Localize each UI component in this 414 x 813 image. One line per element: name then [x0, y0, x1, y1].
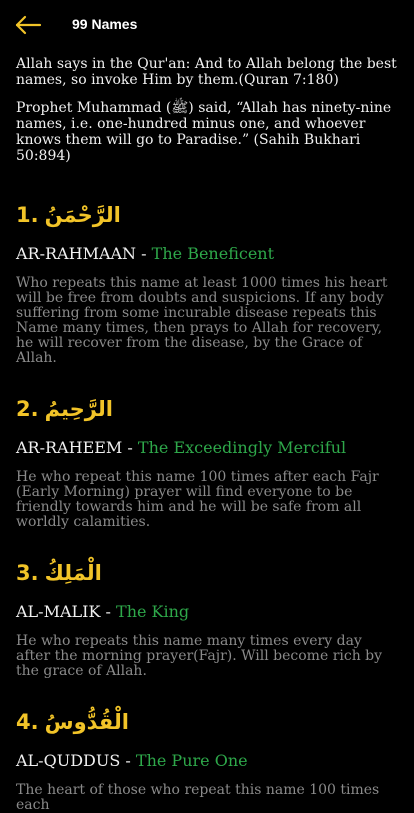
name-number: 2. — [16, 397, 39, 421]
name-arabic: الرَّحْمَنُ — [44, 203, 121, 227]
name-description: The heart of those who repeat this name 100 times each — [16, 782, 380, 813]
name-meaning: The Pure One — [135, 751, 248, 770]
name-item-4 — [16, 707, 400, 813]
names-list — [16, 56, 400, 813]
name-number: 4. — [16, 710, 39, 734]
separator: - — [125, 751, 131, 770]
name-item-1 — [16, 200, 400, 366]
intro-hadith: Prophet Muhammad (ﷺ) said, “Allah has ninety-nine names, i.e. one-hundred minus one, and whoever knows them will go to Paradise.” (Sahih Bukhari 50:894) — [16, 100, 392, 164]
name-meaning: The Exceedingly Merciful — [137, 438, 347, 457]
name-description: He who repeat this name 100 times after each Fajr (Early Morning) prayer will find everyone to be friendly towards him and he will be safe from all worldly calamities. — [16, 469, 379, 530]
name-meaning: The Beneficent — [151, 244, 275, 263]
name-arabic-heading — [16, 394, 400, 424]
name-transliteration: AL-MALIK — [16, 602, 101, 621]
name-transliteration-line — [16, 438, 400, 458]
name-arabic-heading — [16, 200, 400, 230]
name-item-2 — [16, 394, 400, 530]
separator: - — [105, 602, 111, 621]
name-transliteration-line — [16, 602, 400, 622]
name-arabic-heading — [16, 707, 400, 737]
page-title: 99 Names — [72, 16, 138, 32]
separator: - — [127, 438, 133, 457]
separator: - — [141, 244, 147, 263]
name-item-3 — [16, 558, 400, 679]
name-number: 1. — [16, 203, 39, 227]
name-arabic: الرَّحِيمُ — [44, 397, 113, 421]
name-arabic-heading — [16, 558, 400, 588]
name-description: Who repeats this name at least 1000 times his heart will be free from doubts and suspicions. If any body suffering from some incurable disease repeats this Name many times, then prays to Allah for recovery, he will recover from the disease, by the Grace of Allah. — [16, 275, 388, 366]
intro-quran-verse: Allah says in the Qur'an: And to Allah belong the best names, so invoke Him by them.(Quran 7:180) — [16, 56, 397, 88]
name-arabic: الْمَلِكُ — [44, 561, 102, 585]
name-description: He who repeats this name many times every day after the morning prayer(Fajr). Will become rich by the grace of Allah. — [16, 633, 383, 679]
name-arabic: الْقُدُّوسُ — [44, 710, 129, 734]
app-bar — [0, 0, 414, 50]
name-transliteration-line — [16, 751, 400, 771]
name-transliteration: AR-RAHMAAN — [16, 244, 137, 263]
name-transliteration-line — [16, 244, 400, 264]
name-transliteration: AL-QUDDUS — [16, 751, 121, 770]
name-number: 3. — [16, 561, 39, 585]
back-arrow-icon[interactable] — [14, 12, 42, 38]
name-meaning: The King — [116, 602, 190, 621]
name-transliteration: AR-RAHEEM — [16, 438, 123, 457]
